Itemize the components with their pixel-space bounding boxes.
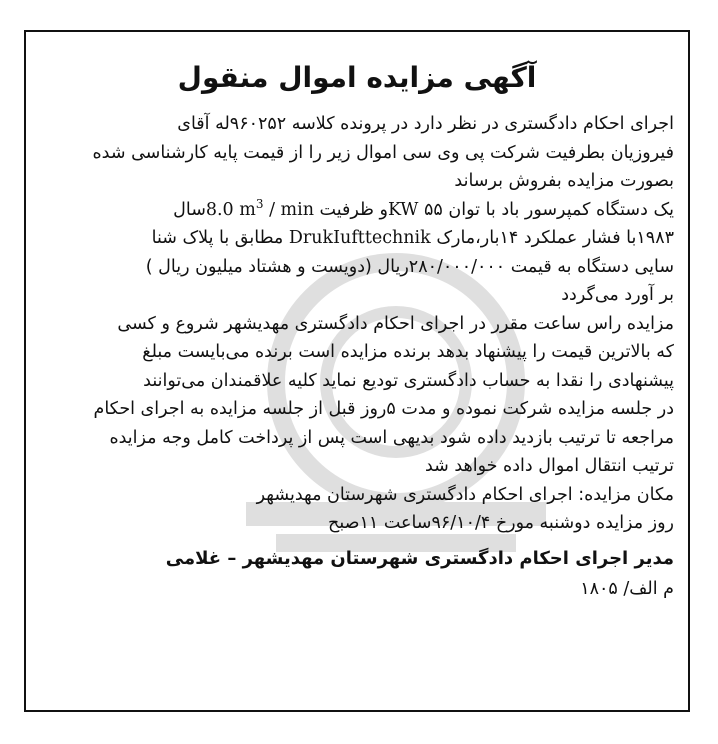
item-line-3: سایی دستگاه به قیمت ۲۸۰/۰۰۰/۰۰۰ریال (دویست و هشتاد میلیون ریال )	[145, 256, 674, 277]
text-line: بصورت مزایده بفروش برساند	[454, 171, 674, 191]
signature: مدیر اجرای احکام دادگستری شهرستان مهدیشهر – غلامی	[165, 547, 674, 569]
capacity-unit: / min	[263, 199, 314, 220]
text-fragment: و ظرفیت	[313, 199, 388, 220]
text-fragment: ۱۹۸۳با فشار عملکرد ۱۴بار،مارک	[430, 228, 674, 248]
capacity-value	[205, 196, 314, 220]
text-line: در جلسه مزایده شرکت نموده و مدت ۵روز قبل از جلسه مزایده به اجرای احکام	[93, 399, 674, 419]
auction-place: مکان مزایده: اجرای احکام دادگستری شهرستان مهدیشهر	[256, 484, 674, 505]
item-line-2	[40, 224, 674, 253]
paragraph-item	[40, 196, 674, 310]
reference-code: م الف/ ۱۸۰۵	[580, 578, 674, 599]
brand-name: DrukIufttechnik	[288, 228, 431, 248]
item-line-4: بر آورد می‌گردد	[561, 285, 674, 305]
text-line: پیشنهادی را نقدا به حساب دادگستری تودیع نماید کلیه علاقمندان می‌توانند	[143, 370, 674, 391]
text-fragment: سال	[173, 199, 206, 220]
capacity-number: 8.0 m	[205, 199, 256, 220]
paragraph-terms	[40, 310, 674, 481]
text-line: مراجعه تا ترتیب بازدید داده شود بدیهی است پس از پرداخت کامل وجه مزایده	[109, 427, 674, 448]
text-line: فیروزیان بطرفیت شرکت پی وی سی اموال زیر را از قیمت پایه کارشناسی شده	[92, 142, 674, 163]
text-line: ترتیب انتقال اموال داده خواهد شد	[424, 456, 674, 476]
auction-date: روز مزایده دوشنبه مورخ ۹۶/۱۰/۴ساعت ۱۱صبح	[328, 513, 674, 533]
text-line: مزایده راس ساعت مقرر در اجرای احکام دادگستری مهدیشهر شروع و کسی	[117, 313, 674, 334]
item-line-1	[40, 196, 674, 225]
text-line: که بالاترین قیمت را پیشنهاد بدهد برنده مزایده است برنده می‌بایست مبلغ	[142, 342, 674, 362]
paragraph-intro	[40, 110, 674, 196]
paragraph-place-date	[40, 481, 674, 538]
power-unit: KW	[387, 199, 419, 220]
text-fragment: یک دستگاه کمپرسور باد با توان	[442, 199, 674, 220]
notice-title: آگهی مزایده اموال منقول	[177, 61, 537, 94]
capacity-exponent: 3	[255, 196, 264, 211]
notice-body	[40, 58, 674, 604]
power-value: ۵۵	[424, 199, 443, 220]
text-fragment: مطابق با پلاک شنا	[151, 228, 289, 248]
text-line: اجرای احکام دادگستری در نظر دارد در پرونده کلاسه ۹۶۰۲۵۲له آقای	[177, 114, 674, 134]
notice-frame	[24, 30, 690, 712]
